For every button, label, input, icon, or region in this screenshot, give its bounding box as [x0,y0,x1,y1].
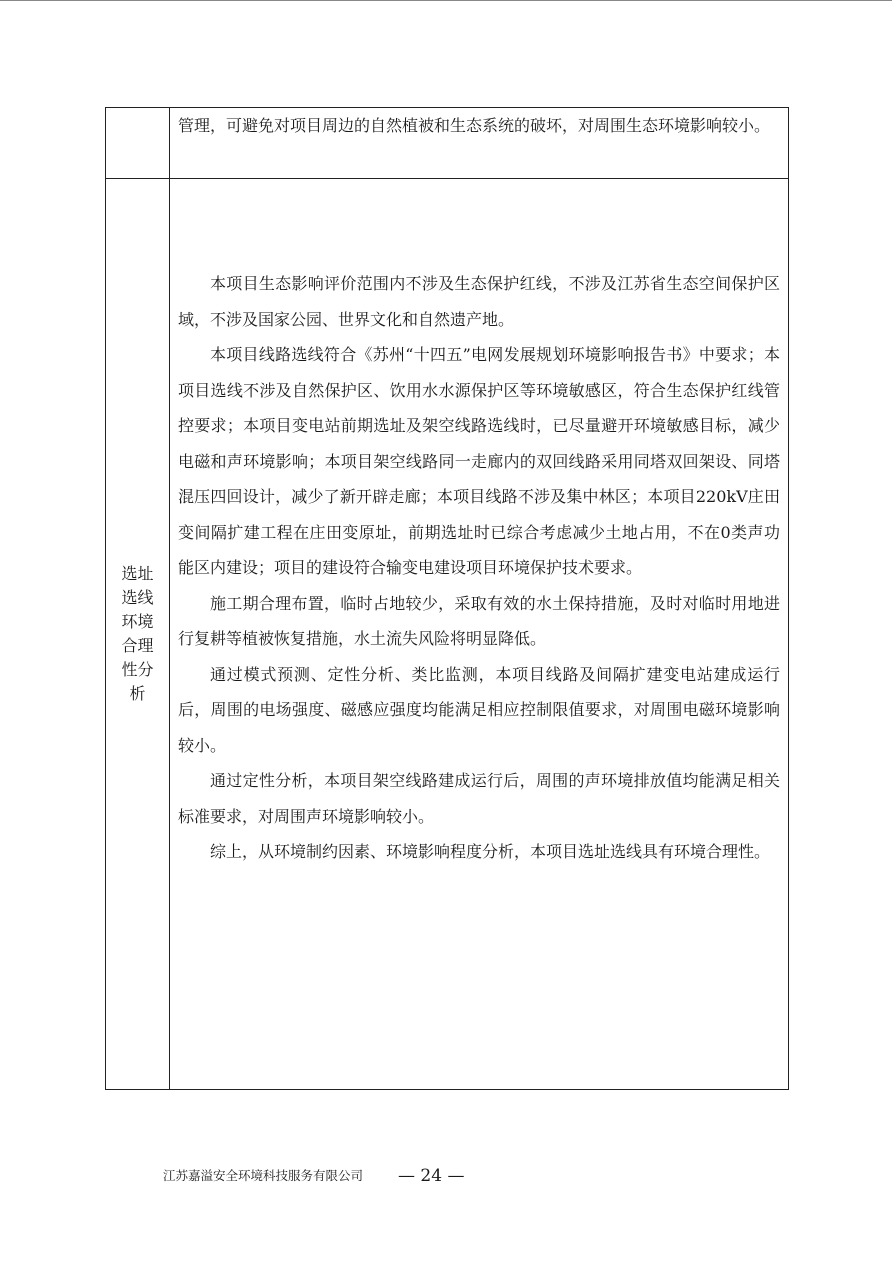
content-cell-site-selection [170,179,789,1090]
paragraph-ecology-redline: 本项目生态影响评价范围内不涉及生态保护红线，不涉及江苏省生态空间保护区域，不涉及国家公园、世界文化和自然遗产地。 [178,274,780,329]
row-label-line: 选线 [121,588,154,607]
table-row-continuation [106,108,789,179]
paragraph-acoustic: 通过定性分析，本项目架空线路建成运行后，周围的声环境排放值均能满足相关标准要求，对周围声环境影响较小。 [178,771,780,826]
continuation-paragraph: 管理，可避免对项目周边的自然植被和生态系统的破坏，对周围生态环境影响较小。 [178,116,771,135]
company-name: 江苏嘉溢安全环境科技服务有限公司 [163,1168,364,1183]
label-cell-empty [106,108,170,179]
row-label-line: 析 [129,684,146,703]
page-footer [0,1163,892,1193]
label-cell-site-selection [106,179,170,1090]
assessment-table [105,107,789,1090]
paragraph-route-compliance: 本项目线路选线符合《苏州“十四五”电网发展规划环境影响报告书》中要求；本项目选线不涉及自然保护区、饮用水水源保护区等环境敏感区，符合生态保护红线管控要求；本项目变电站前期选址及架空线路选线时，已尽量避开环境敏感目标，减少电磁和声环境影响；本项目架空线路同一走廊内的双回线路采用同塔双回架设、同塔混压四回设计，减少了新开辟走廊；本项目线路不涉及集中林区；本项目220kV庄田变间隔扩建工程在庄田变原址，前期选址时已综合考虑减少土地占用，不在0类声功能区内建设；项目的建设符合输变电建设项目环境保护技术要求。 [178,345,780,577]
content-cell-continuation [170,108,789,179]
paragraph-conclusion: 综上，从环境制约因素、环境影响程度分析，本项目选址选线具有环境合理性。 [210,842,771,861]
paragraph-electromagnetic: 通过模式预测、定性分析、类比监测，本项目线路及间隔扩建变电站建成运行后，周围的电场强度、磁感应强度均能满足相应控制限值要求，对周围电磁环境影响较小。 [178,664,780,755]
paragraph-construction: 施工期合理布置，临时占地较少，采取有效的水土保持措施，及时对临时用地进行复耕等植被恢复措施，水土流失风险将明显降低。 [178,593,780,648]
row-label-line: 环境 [121,612,154,631]
page-number: — 24 — [398,1166,465,1186]
page-top-border [0,0,892,1]
table-row-site-selection [106,179,789,1090]
row-label-line: 性分 [121,660,154,679]
row-label-line: 合理 [121,636,154,655]
row-label-line: 选址 [121,564,154,583]
